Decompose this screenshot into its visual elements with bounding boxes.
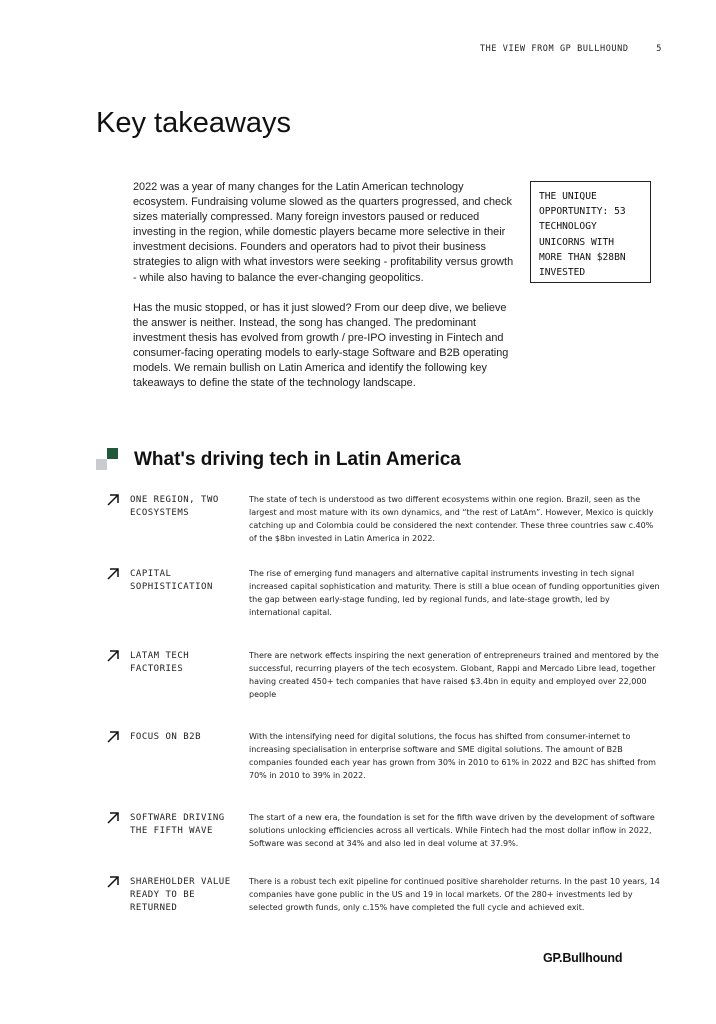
takeaway-label: FOCUS ON B2B bbox=[130, 732, 202, 742]
section-title: What's driving tech in Latin America bbox=[134, 449, 461, 470]
takeaway-label: SOFTWARE DRIVING THE FIFTH WAVE bbox=[130, 813, 225, 836]
takeaway-label: SHAREHOLDER VALUE READY TO BE RETURNED bbox=[130, 877, 231, 913]
takeaway-text: The state of tech is understood as two different ecosystems within one region. Brazil, seen as the largest and most mature with its own dynamics, and “the rest of LatAm”. However, Mexico is quickly catching up and Colombia could be considered the next contender. These three countries saw c.40% of the $8bn invested in Latin America in 2022. bbox=[249, 495, 654, 543]
arrow-up-right-icon bbox=[106, 493, 120, 507]
arrow-up-right-icon bbox=[106, 567, 120, 581]
arrow-up-right-icon bbox=[106, 649, 120, 663]
squares-icon bbox=[96, 448, 119, 471]
takeaway-text: With the intensifying need for digital solutions, the focus has shifted from consumer-internet to increasing specialisation in enterprise software and SME digital solutions. The amount of B2B companies founded each year has grown from 30% in 2010 to 61% in 2022 and B2C has shifted from 70% in 2010 to 39% in 2022. bbox=[249, 732, 656, 780]
callout-box: THE UNIQUE OPPORTUNITY: 53 TECHNOLOGY UNICORNS WITH MORE THAN $28BN INVESTED bbox=[530, 181, 651, 283]
takeaway-label: ONE REGION, TWO ECOSYSTEMS bbox=[130, 495, 219, 518]
arrow-up-right-icon bbox=[106, 811, 120, 825]
takeaway-text: There is a robust tech exit pipeline for continued positive shareholder returns. In the past 10 years, 14 companies have gone public in the US and 19 in local markets. Of the 280+ investments led by selected growth funds, only c.15% have completed the full cycle and achieved exit. bbox=[249, 877, 660, 912]
arrow-up-right-icon bbox=[106, 730, 120, 744]
intro-paragraph: Has the music stopped, or has it just slowed? From our deep dive, we believe the answer is neither. Instead, the song has changed. The predominant investment thesis has evolved from growth / pre-IPO investing in Fintech and consumer-facing operating models to early-stage Software and B2B operating models. We remain bullish on Latin America and identify the following key takeaways to define the state of the technology landscape. bbox=[133, 301, 509, 390]
takeaway-text: The start of a new era, the foundation is set for the fifth wave driven by the development of software solutions unlocking efficiencies across all verticals. While Fintech had the most dollar inflow in 2022, Software was second at 34% and also led in deal volume at 37.9%. bbox=[249, 813, 655, 848]
takeaway-text: The rise of emerging fund managers and alternative capital instruments investing in tech signal increased capital sophistication and maturity. There is still a blue ocean of funding opportunities given the gap between early-stage funding, led by regional funds, and late-stage growth, led by international capital. bbox=[249, 569, 660, 617]
takeaway-text: There are network effects inspiring the next generation of entrepreneurs trained and mentored by the successful, recurring players of the tech ecosystem. Globant, Rappi and Mercado Libre lead, together having created 450+ tech companies that have raised $3.4bn in equity and employed over 22,000 people bbox=[249, 651, 659, 699]
page-number: 5 bbox=[656, 44, 662, 54]
green-square bbox=[107, 448, 118, 459]
running-header bbox=[480, 44, 662, 54]
running-title: THE VIEW FROM GP BULLHOUND bbox=[479, 44, 629, 54]
brand-logo: GP.Bullhound bbox=[543, 951, 623, 965]
page-title: Key takeaways bbox=[96, 107, 292, 139]
intro-text bbox=[133, 180, 519, 391]
grey-square bbox=[96, 459, 107, 470]
intro-paragraph: 2022 was a year of many changes for the Latin American technology ecosystem. Fundraising volume slowed as the quarters progressed, and check sizes materially compressed. Many foreign investors paused or reduced investing in the region, while domestic players became more selective in their investment decisions. Founders and operators had to pivot their business strategies to align with what investors were seeking - profitability versus growth - while also having to balance the ever-changing geopolitics. bbox=[133, 181, 514, 284]
takeaway-label: LATAM TECH FACTORIES bbox=[130, 651, 190, 674]
takeaway-label: CAPITAL SOPHISTICATION bbox=[130, 569, 213, 592]
arrow-up-right-icon bbox=[106, 875, 120, 889]
